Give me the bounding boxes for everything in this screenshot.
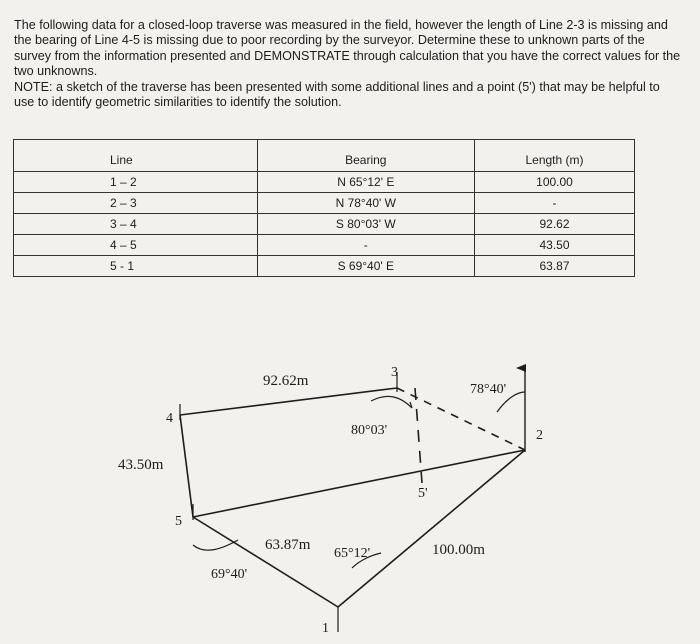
header-line: Line (14, 140, 258, 172)
cell-bearing: N 65°12' E (257, 172, 474, 193)
length-label-3-4: 92.62m (263, 373, 309, 389)
cell-line: 3 – 4 (14, 214, 258, 235)
cell-length: 63.87 (475, 256, 635, 277)
line-4-5 (180, 415, 193, 517)
angle-arc-80-03 (371, 396, 412, 408)
point-label-4: 4 (166, 411, 173, 426)
cell-length: 100.00 (475, 172, 635, 193)
cell-length: - (475, 193, 635, 214)
cell-line: 2 – 3 (14, 193, 258, 214)
point-label-5: 5 (175, 514, 182, 529)
cell-bearing: - (257, 235, 474, 256)
length-label-4-5: 43.50m (118, 457, 164, 473)
angle-label-1-2: 65°12' (334, 546, 371, 561)
line-1-2 (338, 450, 525, 607)
cell-line: 5 - 1 (14, 256, 258, 277)
cell-bearing: N 78°40' W (257, 193, 474, 214)
angle-label-3-4: 80°03' (351, 423, 388, 438)
length-label-5-1: 63.87m (265, 537, 311, 553)
point-label-3: 3 (391, 365, 398, 380)
cell-line: 4 – 5 (14, 235, 258, 256)
length-label-1-2: 100.00m (432, 542, 485, 558)
point-label-1: 1 (322, 621, 329, 636)
line-5-2 (193, 450, 525, 517)
cell-bearing: S 80°03' W (257, 214, 474, 235)
cell-length: 43.50 (475, 235, 635, 256)
problem-note: NOTE: a sketch of the traverse has been presented with some additional lines and a point (5') that may be helpful to use to identify geometric similarities to identify the solution. (14, 79, 660, 110)
point-label-5-prime: 5' (418, 486, 428, 501)
angle-label-2-3: 78°40' (470, 382, 507, 397)
angle-label-5-1: 69°40' (211, 567, 248, 582)
line-3-4 (180, 388, 397, 415)
cell-line: 1 – 2 (14, 172, 258, 193)
header-bearing: Bearing (257, 140, 474, 172)
cell-bearing: S 69°40' E (257, 256, 474, 277)
problem-text: The following data for a closed-loop traverse was measured in the field, however the length of Line 2-3 is missing and the bearing of Line 4-5 is missing due to poor recording by the surveyor. Determine these to unknown parts of the survey from the information presented and DEMONSTRATE through calculation that you have the correct values for the two unknowns. (14, 18, 681, 79)
header-length: Length (m) (475, 140, 635, 172)
line-5-1 (193, 517, 338, 607)
point-label-2: 2 (536, 428, 543, 443)
cell-length: 92.62 (475, 214, 635, 235)
line-3-5prime-dashed (415, 388, 422, 483)
